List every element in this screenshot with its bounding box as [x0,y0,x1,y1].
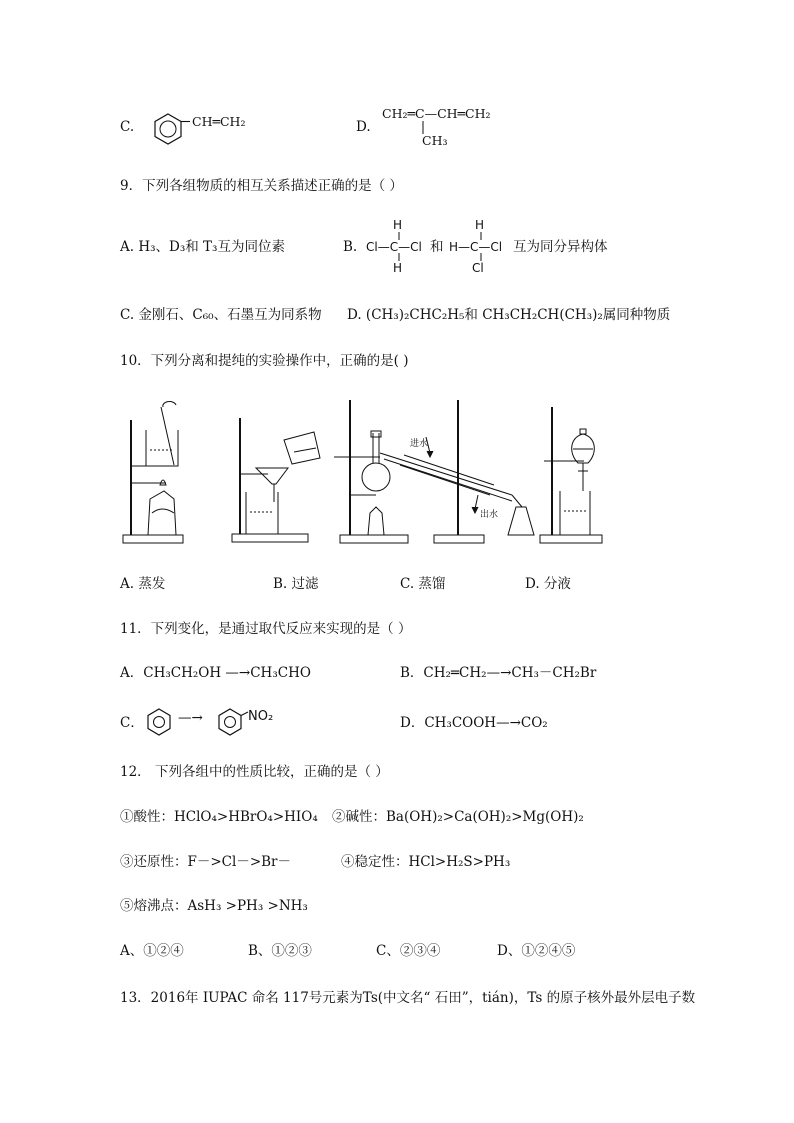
water-inlet-label: 进水 [410,439,429,449]
q9-option-c[interactable]: C. 金刚石、C₆₀、石墨互为同系物 [120,307,322,323]
q8-option-c-label[interactable]: C. [120,119,135,135]
q9-option-d[interactable]: D. (CH₃)₂CHC₂H₅和 CH₃CH₂CH(CH₃)₂属同种物质 [347,307,671,323]
q12-option-d[interactable]: D、①②④⑤ [497,943,576,959]
mol2-bottom-cl: Cl [472,261,484,275]
mol1-middle: Cl—C—Cl [366,240,422,254]
benzene-ring-icon [150,112,186,144]
evaporation-apparatus-illustration [118,395,190,550]
q12-statement-2: ②碱性：Ba(OH)₂>Ca(OH)₂>Mg(OH)₂ [332,809,584,825]
q8-option-d-label[interactable]: D. [356,119,371,135]
q9-option-a[interactable]: A. H₃、D₃和 T₃互为同位素 [120,239,285,255]
q12-option-b[interactable]: B、①②③ [248,943,312,959]
q13-stem: 13．2016年 IUPAC 命名 117号元素为Ts(中文名“ 石田”，tián)，Ts 的原子核外最外层电子数 [120,990,696,1006]
q12-option-a[interactable]: A、①②④ [120,943,184,959]
mol2-top-h: H [475,218,485,232]
nitrobenzene-ring-icon [217,708,249,738]
q11-option-b[interactable]: B．CH₂═CH₂—→CH₃－CH₂Br [400,665,597,681]
vinyl-group-text: CH═CH₂ [192,114,246,129]
separatory-funnel-apparatus-illustration [538,395,608,550]
q12-statement-5: ⑤熔沸点：AsH₃ >PH₃ >NH₃ [120,898,308,914]
mol1-top-h: H [393,218,403,232]
q10-option-a[interactable]: A. 蒸发 [120,576,166,592]
q9-stem: 9．下列各组物质的相互关系描述正确的是（ ） [120,178,403,194]
q12-option-c[interactable]: C、②③④ [376,943,441,959]
q12-stem: 12． 下列各组中的性质比较，正确的是（ ） [120,764,389,780]
distillation-apparatus-illustration [330,395,540,550]
q12-statement-4: ④稳定性：HCl>H₂S>PH₃ [341,854,511,870]
q9-b-tail: 互为同分异构体 [513,239,608,255]
q12-statement-1: ①酸性：HClO₄>HBrO₄>HIO₄ [120,809,318,825]
water-outlet-label: 出水 [480,510,499,520]
q11-option-d[interactable]: D．CH₃COOH—→CO₂ [400,715,548,731]
isoprene-methyl-branch: CH₃ [422,133,448,148]
q9-b-and: 和 [430,239,444,255]
mol2-middle: H—C—Cl [449,240,503,254]
benzene-ring-icon [146,708,172,738]
q10-option-d[interactable]: D. 分液 [525,576,571,592]
q10-option-b[interactable]: B. 过滤 [273,576,319,592]
q11-option-a[interactable]: A．CH₃CH₂OH —→CH₃CHO [120,665,311,681]
q11-stem: 11．下列变化，是通过取代反应来实现的是（ ） [120,621,412,637]
q10-option-c[interactable]: C. 蒸馏 [400,576,446,592]
q11-option-c-label[interactable]: C． [120,715,144,731]
filtration-apparatus-illustration [228,400,328,550]
mol1-vertical-bonds [396,232,402,262]
nitro-group-text: NO₂ [248,709,274,724]
q9-option-b-label[interactable]: B. [343,239,358,255]
q12-statement-3: ③还原性：F－>Cl－>Br－ [120,854,292,870]
mol2-vertical-bonds [478,232,484,262]
q10-stem: 10．下列分离和提纯的实验操作中，正确的是( ) [120,353,409,369]
q11-c-arrow: —→ [178,710,203,726]
isoprene-main-chain: CH₂═C—CH═CH₂ [382,106,491,121]
mol1-bottom-h: H [393,261,403,275]
